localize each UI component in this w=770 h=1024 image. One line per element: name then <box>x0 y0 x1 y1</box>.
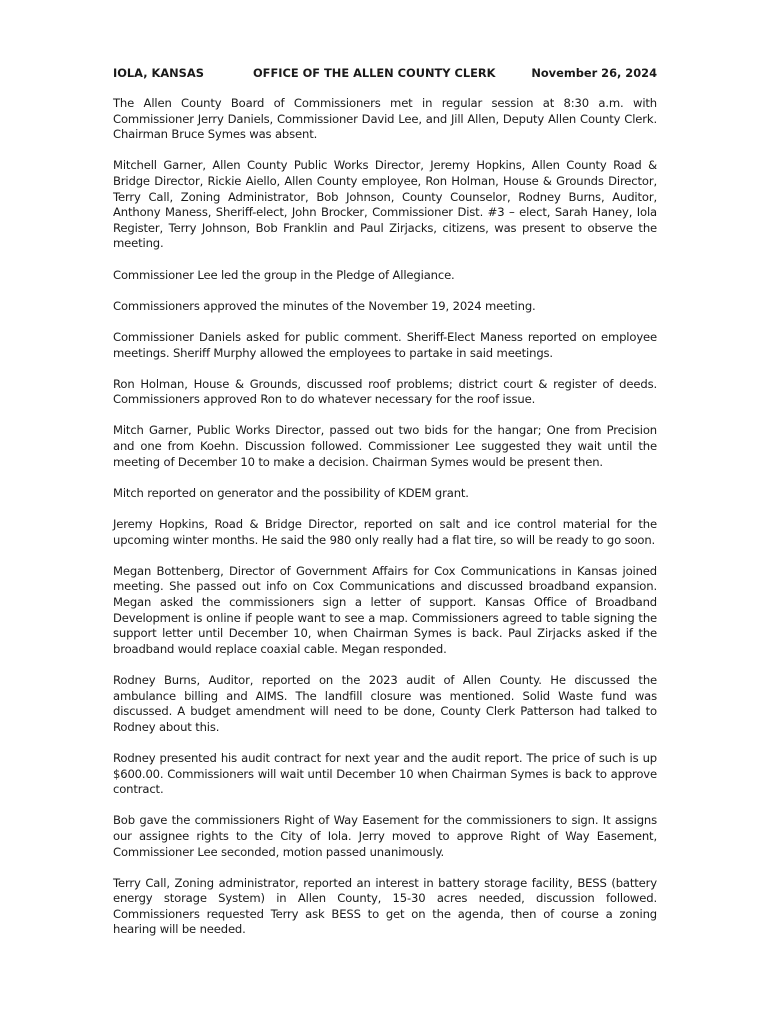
paragraph-audit-contract: Rodney presented his audit contract for next year and the audit report. The price of such is up $600.00. Commissioners will wait until December 10 when Chairman Symes is back to approve contract. <box>113 750 657 797</box>
paragraph-road-bridge: Jeremy Hopkins, Road & Bridge Director, reported on salt and ice control material for the upcoming winter months. He said the 980 only really had a flat tire, so will be ready to go soon. <box>113 517 657 547</box>
paragraph-opening: The Allen County Board of Commissioners met in regular session at 8:30 a.m. with Commissioner Jerry Daniels, Commissioner David Lee, and Jill Allen, Deputy Allen County Clerk. Chairman Bruce Symes was absent. <box>113 96 657 142</box>
document-page <box>113 66 657 938</box>
document-body <box>113 96 657 938</box>
document-header <box>113 66 657 80</box>
header-office: OFFICE OF THE ALLEN COUNTY CLERK <box>253 66 496 80</box>
paragraph-battery-storage: Terry Call, Zoning administrator, reported an interest in battery storage facility, BESS (battery energy storage System) in Allen County, 15-30 acres needed, discussion followed. Commissioners requested Terry ask BESS to get on the agenda, then of course a zoning hearing will be needed. <box>113 875 657 937</box>
paragraph-minutes: Commissioners approved the minutes of the November 19, 2024 meeting. <box>113 298 536 313</box>
header-date: November 26, 2024 <box>531 66 657 80</box>
paragraph-generator: Mitch reported on generator and the possibility of KDEM grant. <box>113 485 469 500</box>
paragraph-roof: Ron Holman, House & Grounds, discussed roof problems; district court & register of deeds. Commissioners approved Ron to do whatever necessary for the roof issue. <box>113 376 657 407</box>
paragraph-broadband: Megan Bottenberg, Director of Government Affairs for Cox Communications in Kansas joined meeting. She passed out info on Cox Communications and discussed broadband expansion. Megan asked the commissioners sign a letter of support. Kansas Office of Broadband Development is online if people want to see a map. Commissioners agreed to table signing the support letter until December 10, when Chairman Symes is back. Paul Zirjacks asked if the broadband would replace coaxial cable. Megan responded. <box>113 563 657 656</box>
paragraph-public-comment: Commissioner Daniels asked for public comment. Sheriff-Elect Maness reported on employee meetings. Sheriff Murphy allowed the employees to partake in said meetings. <box>113 329 657 360</box>
header-location: IOLA, KANSAS <box>113 66 204 80</box>
paragraph-audit: Rodney Burns, Auditor, reported on the 2023 audit of Allen County. He discussed the ambulance billing and AIMS. The landfill closure was mentioned. Solid Waste fund was discussed. A budget amendment will need to be done, County Clerk Patterson had talked to Rodney about this. <box>113 672 657 734</box>
paragraph-easement: Bob gave the commissioners Right of Way Easement for the commissioners to sign. It assigns our assignee rights to the City of Iola. Jerry moved to approve Right of Way Easement, Commissioner Lee seconded, motion passed unanimously. <box>113 813 657 859</box>
paragraph-attendees: Mitchell Garner, Allen County Public Works Director, Jeremy Hopkins, Allen County Road & Bridge Director, Rickie Aiello, Allen County employee, Ron Holman, House & Grounds Director, Terry Call, Zoning Administrator, Bob Johnson, County Counselor, Rodney Burns, Auditor, Anthony Maness, Sheriff-elect, John Brocker, Commissioner Dist. #3 – elect, Sarah Haney, Iola Register, Terry Johnson, Bob Franklin and Paul Zirjacks, citizens, was present to observe the meeting. <box>113 158 657 251</box>
paragraph-hangar-bids: Mitch Garner, Public Works Director, passed out two bids for the hangar; One from Precision and one from Koehn. Discussion followed. Commissioner Lee suggested they wait until the meeting of December 10 to make a decision. Chairman Symes would be present then. <box>113 423 657 469</box>
paragraph-pledge: Commissioner Lee led the group in the Pledge of Allegiance. <box>113 267 455 282</box>
